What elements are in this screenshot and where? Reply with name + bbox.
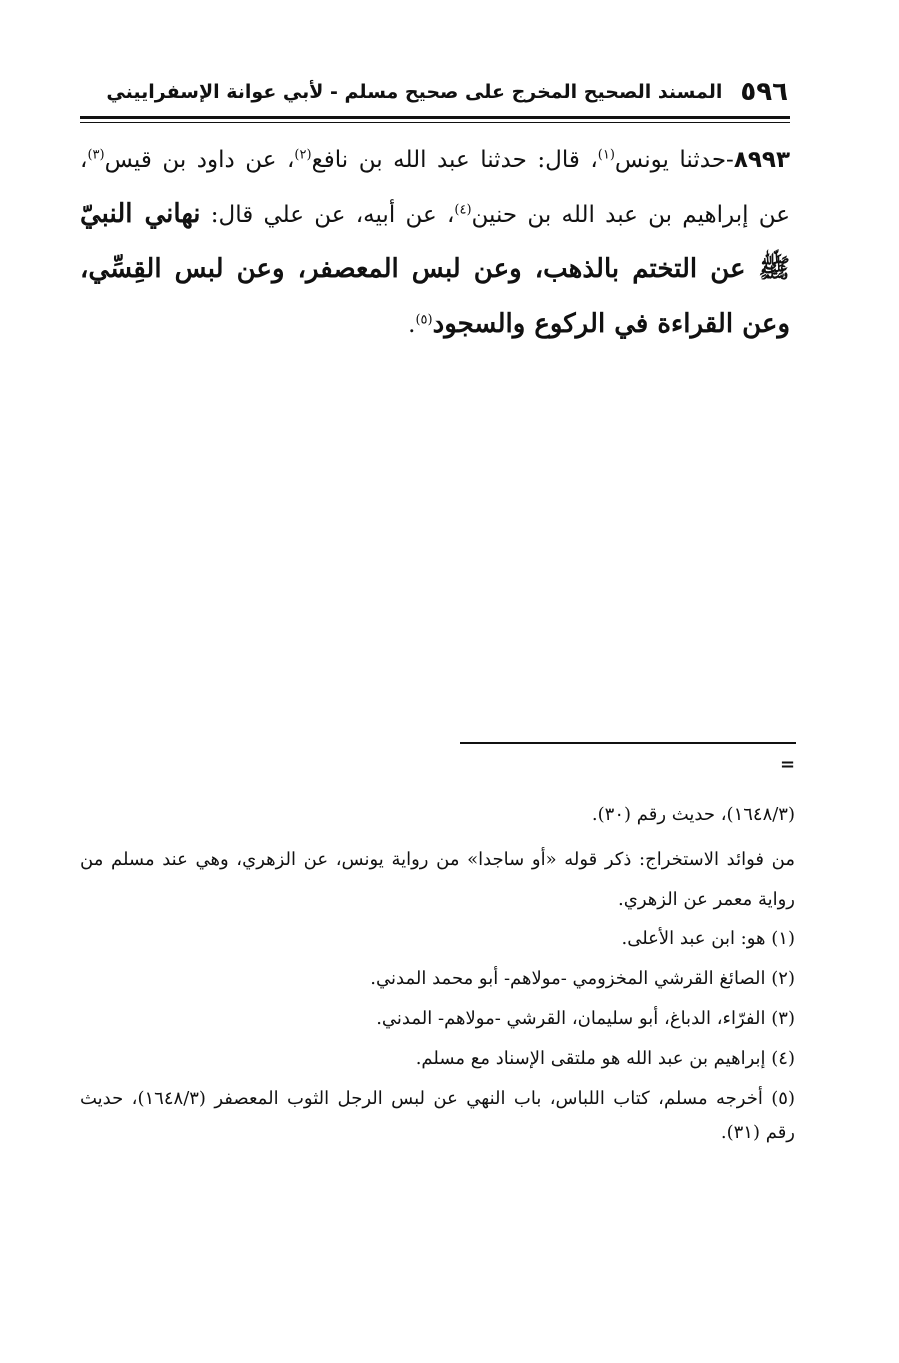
footnote-ref-4[interactable]: (٤) <box>454 202 472 218</box>
footnote-3 <box>80 1002 795 1036</box>
footnote-ref-3[interactable]: (٣) <box>87 147 105 163</box>
end-punctuation: . <box>408 312 416 338</box>
footnote-marker: (٥) <box>771 1088 795 1109</box>
header-rule-thick <box>80 116 790 119</box>
footnote-continuation-mark: = <box>780 754 796 775</box>
isnad-segment-1: -حدثنا يونس <box>614 147 734 173</box>
footnote-5 <box>80 1082 795 1150</box>
footnote-marker: (٢) <box>771 968 795 989</box>
footnote-extraction-benefit: من فوائد الاستخراج: ذكر قوله «أو ساجدا» من رواية يونس، عن الزهري، وهي عند مسلم من رواية معمر عن الزهري. <box>80 849 795 910</box>
isnad-segment-4: ، عن إبراهيم بن عبد الله بن حنين <box>80 147 791 228</box>
hadith-text <box>80 133 790 352</box>
book-title: المسند الصحيح المخرج على صحيح مسلم - لأبي عوانة الإسفراييني <box>106 81 723 103</box>
footnote-marker: (٤) <box>771 1048 795 1069</box>
footnote-text: هو: ابن عبد الأعلى. <box>621 928 766 949</box>
footnote-2 <box>80 962 795 996</box>
footnote-text: إبراهيم بن عبد الله هو ملتقى الإسناد مع مسلم. <box>415 1048 766 1069</box>
footnotes-section <box>80 798 795 1156</box>
footnote-ref-2[interactable]: (٢) <box>294 147 312 163</box>
header-rule-thin <box>80 122 790 123</box>
footnote-text: أخرجه مسلم، كتاب اللباس، باب النهي عن لبس الرجل الثوب المعصفر (١٦٤٨/٣)، حديث رقم (٣١). <box>80 1088 795 1143</box>
footnote-text: الصائغ القرشي المخزومي -مولاهم- أبو محمد المدني. <box>370 968 766 989</box>
hadith-number: ٨٩٩٣ <box>733 147 790 173</box>
footnote-marker: (١) <box>771 928 795 949</box>
isnad-segment-5: ، عن أبيه، عن علي قال: <box>200 202 455 228</box>
footnote-1 <box>80 922 795 956</box>
page-number: ٥٩٦ <box>740 77 788 107</box>
footnote-continuation: (١٦٤٨/٣)، حديث رقم (٣٠). <box>591 804 795 825</box>
footnote-separator <box>460 742 796 744</box>
hadith-matn: نهاني النبيّ ﷺ عن التختم بالذهب، وعن لبس المعصفر، وعن لبس القِسِّي، وعن القراءة في الركوع والسجود <box>80 199 790 339</box>
running-header <box>106 72 788 112</box>
footnote-ref-5[interactable]: (٥) <box>415 312 433 328</box>
footnote-ref-1[interactable]: (١) <box>597 147 615 163</box>
isnad-segment-2: ، قال: حدثنا عبد الله بن نافع <box>311 147 598 173</box>
isnad-segment-3: ، عن داود بن قيس <box>104 147 295 173</box>
footnote-text: الفرّاء، الدباغ، أبو سليمان، القرشي -مولاهم- المدني. <box>376 1008 766 1029</box>
footnote-4 <box>80 1042 795 1076</box>
footnote-marker: (٣) <box>771 1008 795 1029</box>
